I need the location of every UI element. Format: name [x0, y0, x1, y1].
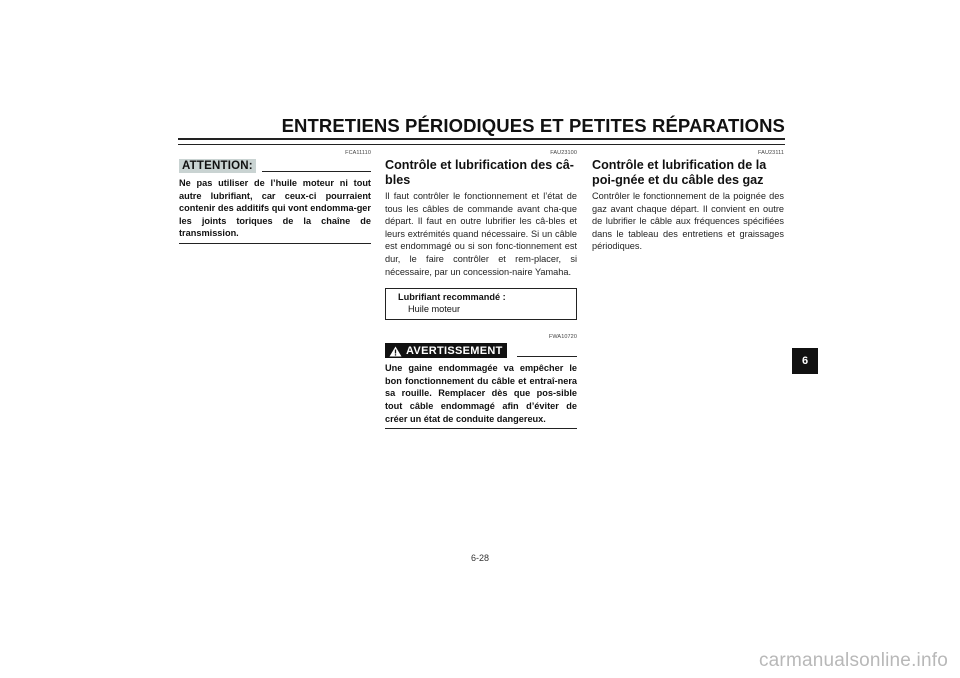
warning-label: AVERTISSEMENT: [406, 345, 503, 358]
attention-heading: [179, 159, 371, 173]
warning-text: Une gaine endommagée va empêcher le bon fonctionnement du câble et entraî-nera sa rouille. Remplacer dès que pos-sible tout câble endommagé afin d’éviter de créer un état de conduite dangereux.: [385, 363, 577, 424]
column-throttle: [592, 150, 784, 253]
warning-heading: [385, 343, 577, 358]
recommended-lubricant-box: [385, 288, 577, 320]
warning-reference-code: FWA10720: [548, 334, 577, 341]
section-title-throttle: Contrôle et lubrification de la poi-gnée et du câble des gaz: [592, 158, 767, 187]
attention-label: ATTENTION:: [179, 159, 256, 173]
warning-triangle-icon: [389, 346, 402, 357]
lubricant-label: Lubrifiant recommandé :: [398, 292, 506, 303]
section-body-cables: Il faut contrôler le fonctionnement et l’état de tous les câbles de commande avant cha-que départ. Il faut en outre lubrifier les câ-bles et leurs extrémités quand nécessaire. Si un câble est endommagé ou si son fonc-tionnement est dur, le faire contrôler et rem-placer, si nécessaire, par un concession-naire Yamaha.: [385, 191, 577, 277]
attention-text: Ne pas utiliser de l’huile moteur ni tout autre lubrifiant, car ceux-ci pourraient contenir des additifs qui vont endomma-ger les joints toriques de la chaîne de transmission.: [179, 178, 371, 239]
warning-end-rule: [385, 428, 577, 429]
reference-code: FAU23100: [550, 150, 577, 156]
reference-code: FAU23111: [758, 150, 784, 156]
reference-code: FCA11110: [345, 150, 371, 156]
warning-badge: [385, 343, 507, 358]
lubricant-value: Huile moteur: [408, 303, 461, 314]
section-body-throttle: Contrôler le fonctionnement de la poignée des gaz avant chaque départ. Il convient en outre de lubrifier le câble aux fréquences spécifiées dans le tableau des entretiens et graissages périodiques.: [592, 191, 784, 252]
section-title-cables: Contrôle et lubrification des câ-bles: [385, 158, 574, 187]
watermark: carmanualsonline.info: [758, 650, 948, 671]
attention-heading-rule: [262, 171, 371, 172]
page-header-title: ENTRETIENS PÉRIODIQUES ET PETITES RÉPARATIONS: [281, 115, 785, 136]
warning-heading-rule: [517, 356, 577, 357]
column-cables: [385, 150, 577, 429]
page-number: 6-28: [470, 553, 489, 563]
chapter-tab: 6: [792, 348, 818, 374]
header-double-rule: [178, 138, 785, 145]
column-attention: [179, 150, 371, 244]
attention-end-rule: [179, 243, 371, 244]
